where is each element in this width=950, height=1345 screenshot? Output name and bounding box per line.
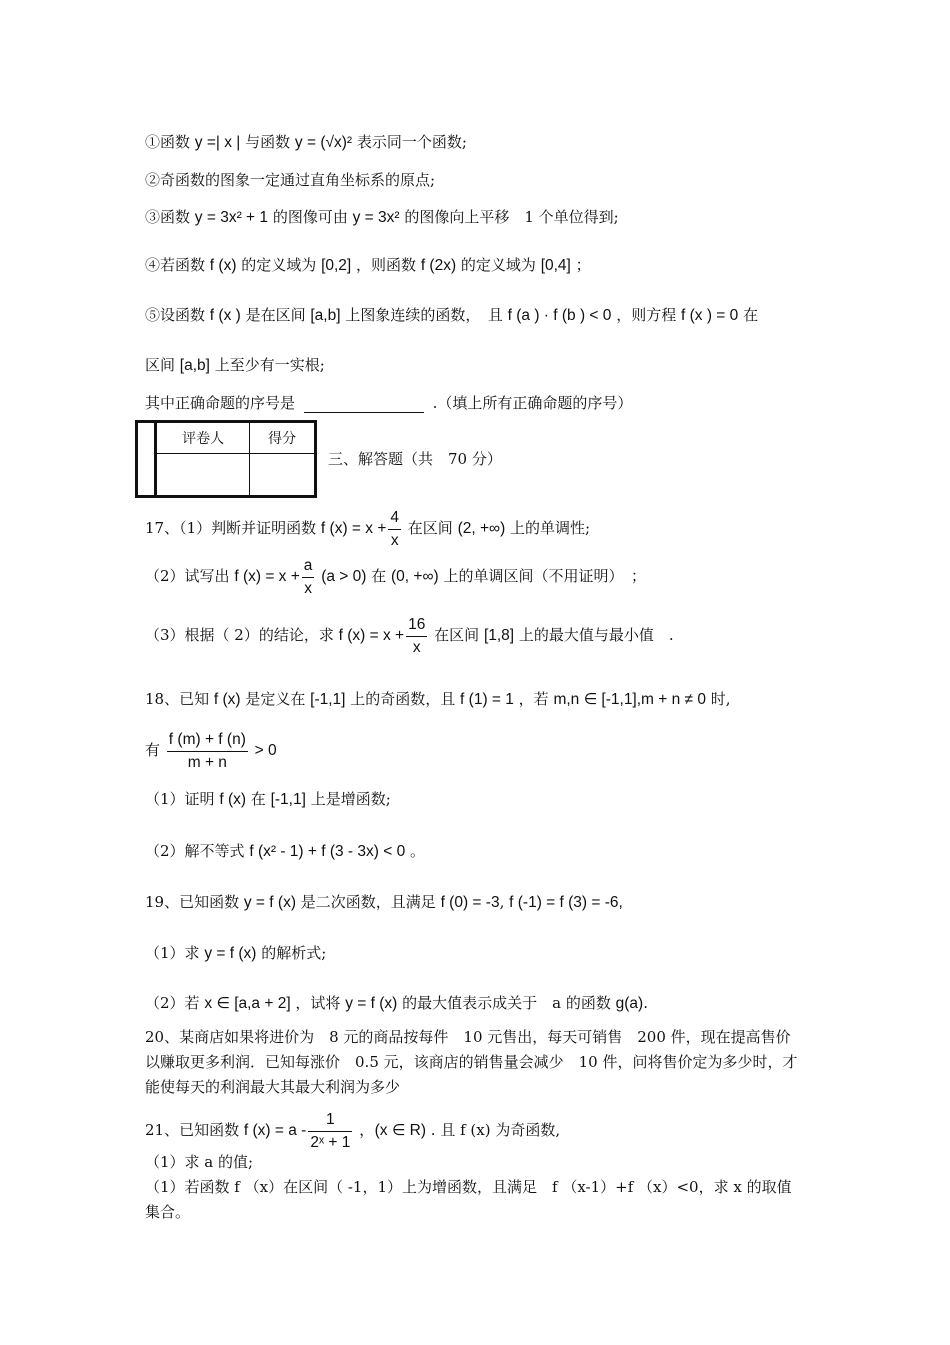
formula: f (x ) (209, 307, 241, 324)
question-20: 20、某商店如果将进价为 8 元的商品按每件 10 元售出，每天可销售 200 件，现在提高售价以赚取更多利润．已知每涨价 0.5 元，该商店的销售量会减少 10 件，问将售价定为多少时，才能使每天的利润最大其最大利润为多少 (145, 1028, 798, 1096)
condition: m,n ∈ [-1,1],m + n ≠ 0 (553, 691, 706, 708)
denominator: x (406, 636, 427, 659)
statement-3-end: 的图像向上平移 1 个单位得到; (404, 208, 619, 226)
formula: f (x) (209, 257, 237, 274)
formula: y = f (x) (345, 995, 398, 1012)
text: .（填上所有正确命题的序号） (432, 394, 633, 412)
fraction (308, 1109, 352, 1154)
statement-5-prefix: ⑤设函数 (145, 306, 206, 324)
text: 是二次函数，且满足 (300, 893, 436, 911)
question-17-1 (145, 506, 590, 552)
denominator: x (388, 529, 401, 552)
text: （3）根据（ 2）的结论，求 (145, 626, 334, 644)
statement-3 (145, 207, 619, 228)
text: 18、已知 (145, 690, 210, 708)
formula: y = 3x² + 1 (194, 209, 269, 226)
statement-3-middle: 的图像可由 (272, 208, 348, 226)
denominator: m + n (167, 751, 248, 774)
numerator: 1 (326, 1110, 335, 1128)
text: 区间 (145, 356, 176, 374)
formula: f (x) = x + (320, 520, 387, 537)
text: ，试将 (295, 994, 341, 1012)
question-18-condition (145, 728, 277, 774)
statement-1-middle: 与函数 (245, 133, 291, 151)
interval: [0,4] (540, 257, 571, 274)
question-19-2 (145, 993, 648, 1014)
formula: f (-1) = f (3) = -6, (509, 894, 623, 911)
table-margin-cell (137, 422, 156, 497)
formula: f (x) = x + (338, 627, 405, 644)
text: . 且 f (x) 为奇函数, (430, 1121, 561, 1139)
text: 是在区间 (245, 306, 306, 324)
text: （2）试写出 (145, 567, 230, 585)
text: 时, (710, 690, 731, 708)
text: ，则方程 (616, 306, 677, 324)
formula: f (0) = -3 (440, 894, 500, 911)
statement-3-prefix: ③函数 (145, 208, 191, 226)
text: 。 (410, 842, 426, 860)
statement-5-cont (145, 355, 325, 376)
text: （1）证明 (145, 790, 215, 808)
text: . (643, 994, 648, 1012)
text: 上图象连续的函数， 且 (345, 306, 503, 324)
question-21-1: （1）求 a 的值; (145, 1153, 254, 1171)
grader-cell[interactable] (156, 454, 250, 497)
formula: f (2x) (420, 257, 457, 274)
text: 在区间 (434, 626, 480, 644)
question-19 (145, 892, 623, 913)
interval: [0,2] (321, 257, 352, 274)
statement-1 (145, 132, 467, 153)
text: 的解析式; (261, 944, 327, 962)
formula: g(a) (615, 995, 644, 1012)
question-18-1 (145, 789, 391, 810)
text: 在区间 (407, 519, 453, 537)
text: 19、已知函数 (145, 893, 240, 911)
grader-header: 评卷人 (156, 422, 250, 454)
text: 其中正确命题的序号是 (145, 394, 296, 412)
numerator: 16 (408, 615, 426, 633)
fill-question (145, 393, 632, 413)
condition: x ∈ [a,a + 2] (204, 995, 291, 1012)
condition: ，(x ∈ R) (359, 1122, 426, 1139)
interval: (0, +∞) (391, 568, 439, 585)
text: ，若 (518, 690, 549, 708)
statement-1-end: 表示同一个函数; (356, 133, 467, 151)
text: ，则函数 (356, 256, 417, 274)
interval: [a,b] (310, 307, 341, 324)
formula: f (x) (213, 691, 241, 708)
formula: f (1) = 1 (460, 691, 514, 708)
formula: f (x ) = 0 (681, 307, 739, 324)
fraction (388, 507, 401, 552)
formula: y =| x | (194, 134, 241, 151)
text: ； (575, 256, 591, 274)
formula: f (x) = a - (243, 1122, 307, 1139)
text: 的定义域为 (460, 256, 536, 274)
interval: [1,8] (483, 627, 515, 644)
text: 上的最大值与最小值 . (518, 626, 674, 644)
interval: [a,b] (179, 357, 210, 374)
formula: f (x) (219, 791, 247, 808)
answer-blank[interactable] (304, 397, 424, 413)
fraction (302, 555, 315, 600)
text: 17、（1）判断并证明函数 (145, 519, 317, 537)
numerator: a (303, 556, 313, 574)
fraction (406, 614, 427, 659)
formula: f (a ) · f (b ) < 0 (507, 307, 612, 324)
text: （2）若 (145, 994, 200, 1012)
text: 上至少有一实根; (214, 356, 325, 374)
text: 的最大值表示成关于 a 的函数 (402, 994, 611, 1012)
text: 上是增函数; (310, 790, 391, 808)
numerator: 4 (390, 508, 400, 526)
formula: y = f (x) (204, 945, 257, 962)
text: 是定义在 (245, 690, 306, 708)
question-21-2: （1）若函数 f （x）在区间（ -1，1）上为增函数，且满足 f （x-1）+f （x）<0，求 x 的取值集合。 (145, 1178, 792, 1221)
interval: (2, +∞) (457, 520, 506, 537)
formula: f (x² - 1) + f (3 - 3x) < 0 (249, 843, 406, 860)
statement-4 (145, 255, 591, 276)
interval: [-1,1] (270, 791, 306, 808)
text: 在 (250, 790, 266, 808)
text: 在 (371, 567, 387, 585)
denominator: x (302, 577, 315, 600)
formula: y = (√x)² (294, 134, 353, 151)
text: （1）求 (145, 944, 200, 962)
formula: y = 3x² (352, 209, 400, 226)
text: 上的奇函数，且 (350, 690, 456, 708)
statement-1-prefix: ①函数 (145, 133, 191, 151)
statement-2: ②奇函数的图象一定通过直角坐标系的原点; (145, 171, 436, 189)
formula: y = f (x) (243, 894, 296, 911)
numerator: f (m) + f (n) (168, 730, 246, 748)
text: 上的单调区间（不用证明） ； (443, 567, 646, 585)
question-18 (145, 689, 731, 710)
statement-4-prefix: ④若函数 (145, 256, 206, 274)
question-19-1 (145, 943, 326, 964)
text: 21、已知函数 (145, 1121, 240, 1139)
question-21 (145, 1108, 560, 1154)
question-17-2 (145, 554, 646, 600)
text: , (499, 893, 505, 911)
denominator: 2ˣ + 1 (308, 1131, 352, 1154)
question-17-3 (145, 613, 674, 659)
score-header: 得分 (250, 422, 316, 454)
score-cell[interactable] (250, 454, 316, 497)
condition: (a > 0) (321, 568, 367, 585)
interval: [-1,1] (310, 691, 346, 708)
fraction (167, 729, 248, 774)
text: （2）解不等式 (145, 842, 245, 860)
text: 有 (145, 741, 161, 759)
text: 在 (743, 306, 759, 324)
score-table (135, 420, 317, 498)
statement-5 (145, 305, 758, 326)
text: 上的单调性; (510, 519, 591, 537)
text: 的定义域为 (241, 256, 317, 274)
inequality: > 0 (254, 742, 277, 759)
formula: f (x) = x + (234, 568, 300, 585)
question-18-2 (145, 841, 425, 862)
section-title: 三、解答题（共 70 分） (328, 450, 502, 468)
